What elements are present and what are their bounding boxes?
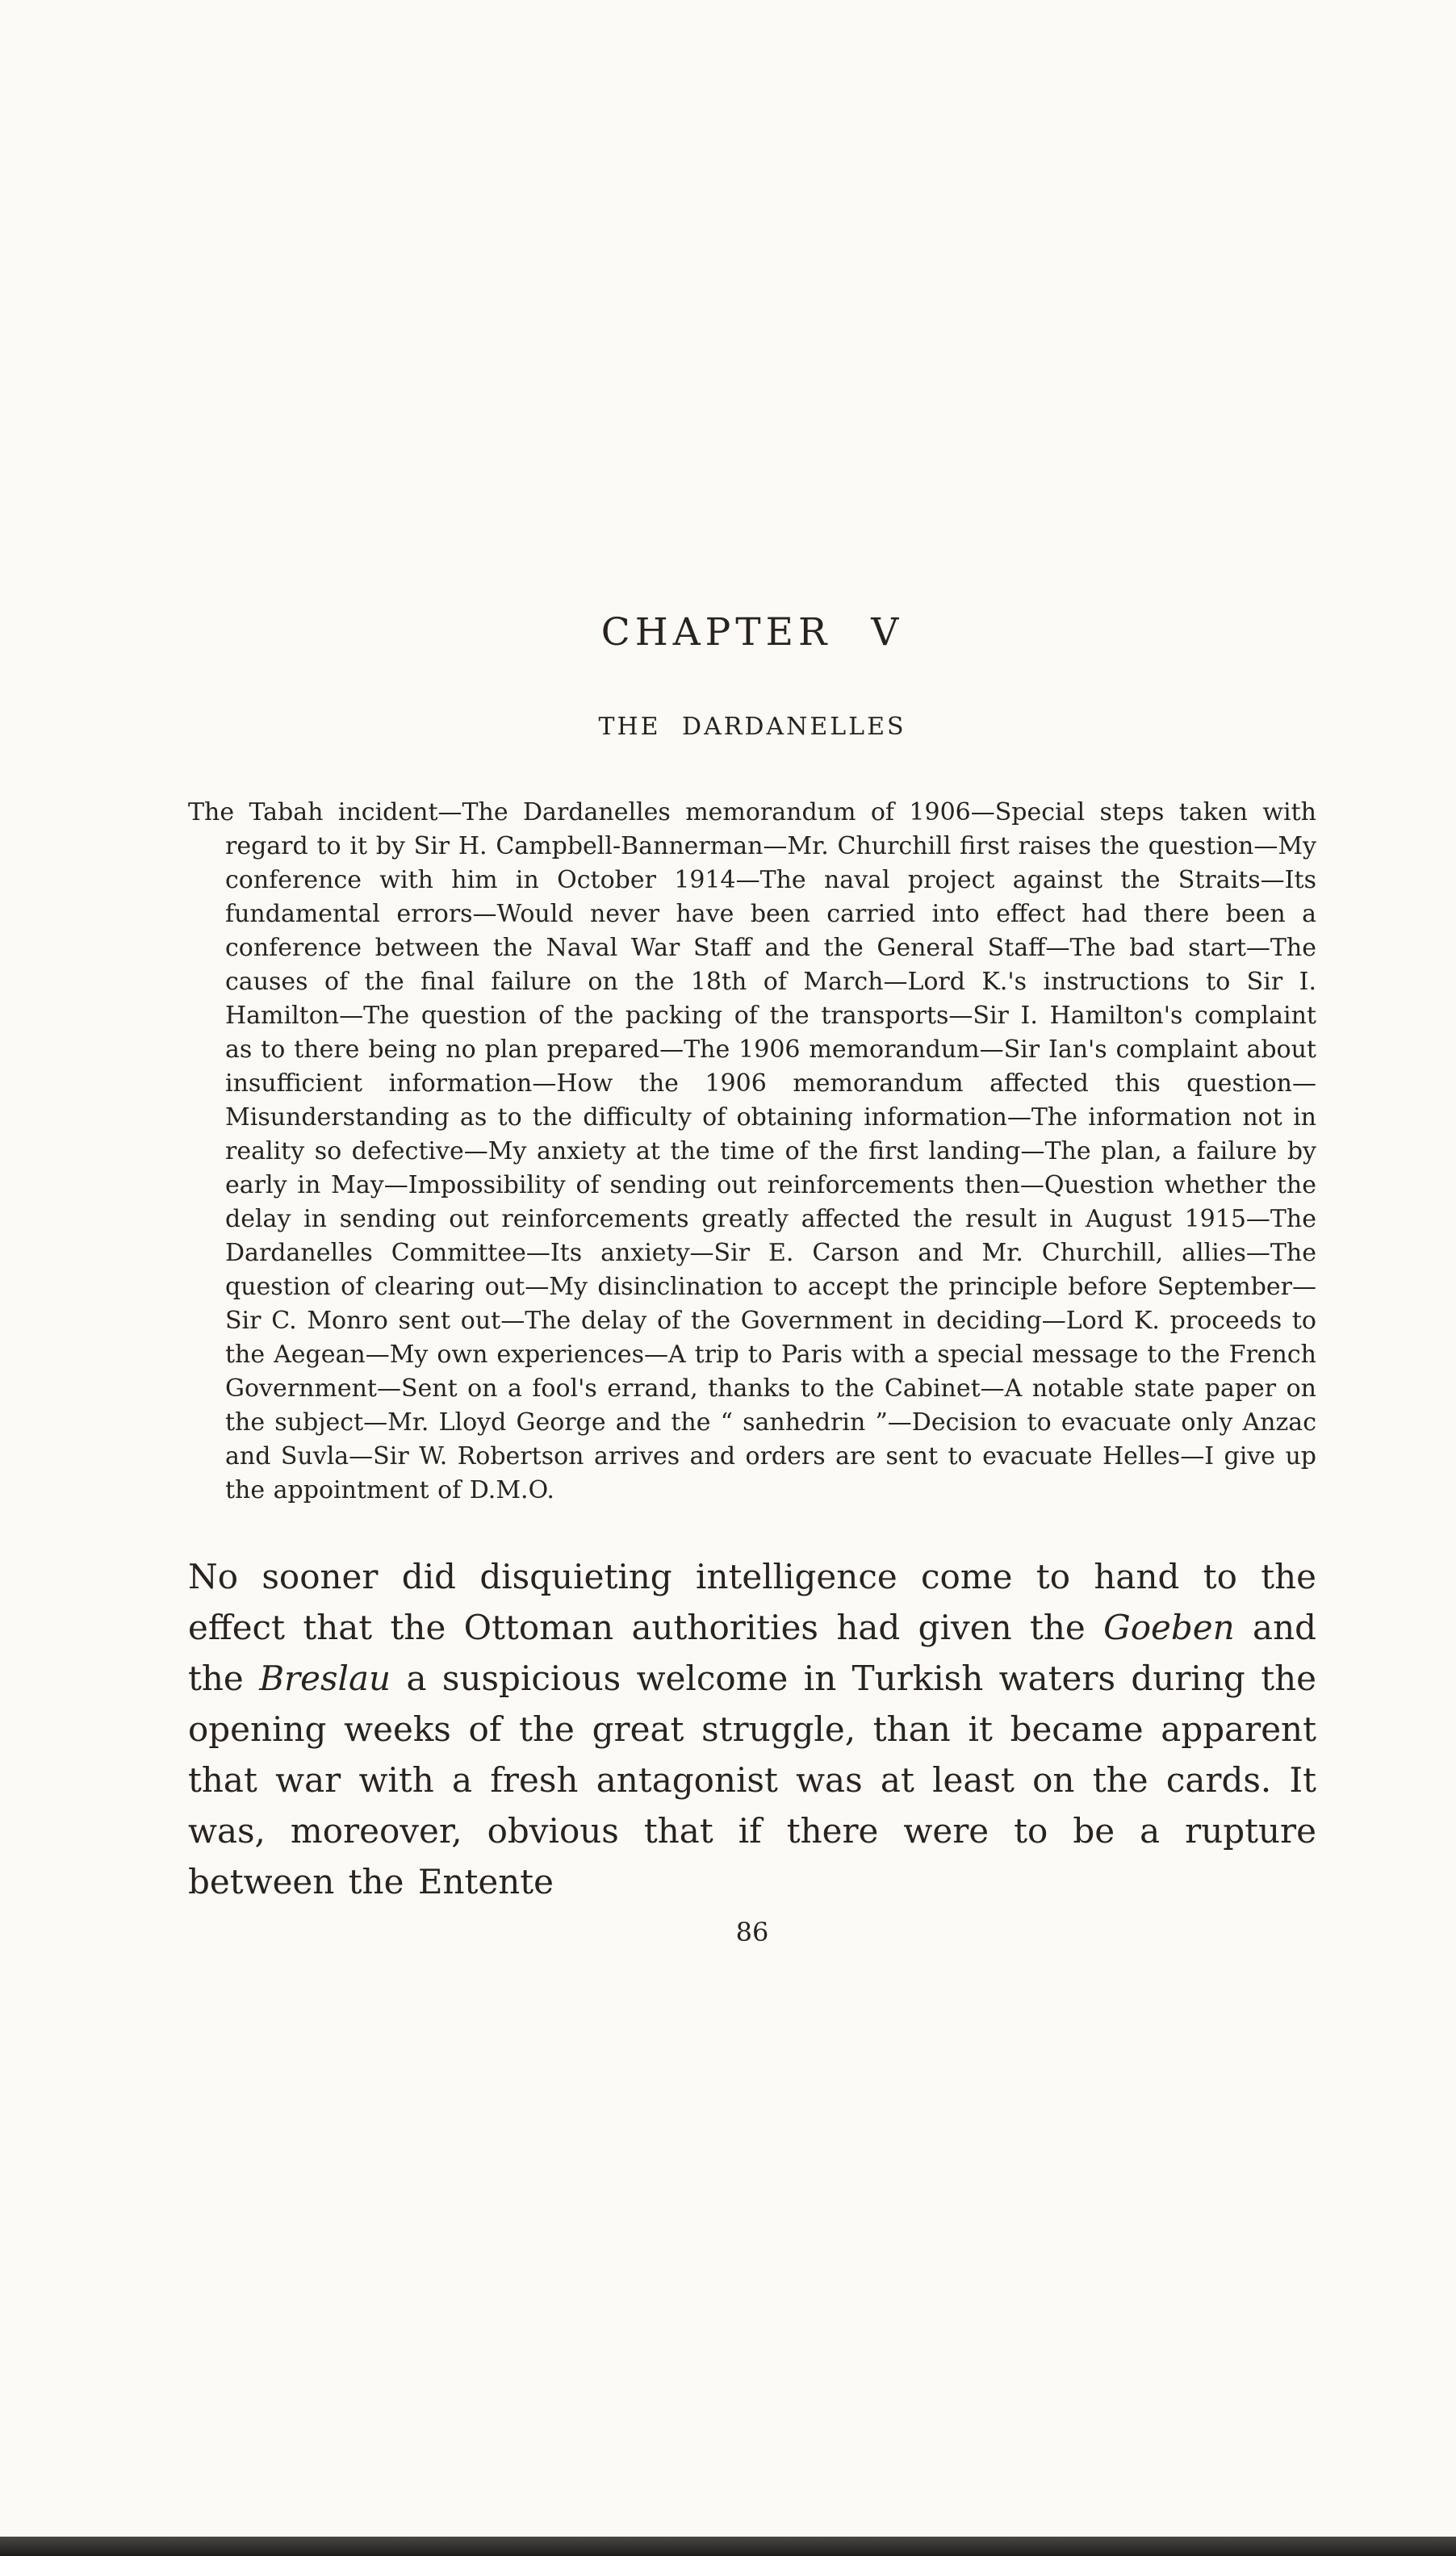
body-text-segment: and the xyxy=(188,1608,1316,1698)
section-title: THE DARDANELLES xyxy=(598,713,906,741)
chapter-title: CHAPTER V xyxy=(600,610,904,655)
body-text-segment: No sooner did disquieting intelligence come to hand to the effect that the Ottoman authorities had given the xyxy=(188,1557,1316,1647)
body-paragraph xyxy=(188,1551,1316,1907)
ship-name-breslau: Breslau xyxy=(259,1659,391,1698)
body-text-segment: a suspicious welcome in Turkish waters during the opening weeks of the great struggle, than it became apparent that war with a fresh antagonist was at least on the cards. It was, moreover, obvious that if there were to be a rupture between the Entente xyxy=(188,1659,1316,1901)
text-column xyxy=(188,0,1316,1947)
scan-edge-artifact xyxy=(0,2537,1456,2556)
page-number: 86 xyxy=(735,1917,769,1947)
ship-name-goeben: Goeben xyxy=(1103,1608,1235,1647)
chapter-summary: The Tabah incident—The Dardanelles memorandum of 1906—Special steps taken with regard to it by Sir H. Campbell-Bannerman—Mr. Churchill first raises the question—My conference with him in October 1914—The naval project against the Straits—Its fundamental errors—Would never have been carried into effect had there been a conference between the Naval War Staff and the General Staff—The bad start—The causes of the final failure on the 18th of March—Lord K.'s instructions to Sir I. Hamilton—The question of the packing of the transports—Sir I. Hamilton's complaint as to there being no plan prepared—The 1906 memorandum—Sir Ian's complaint about insufficient information—How the 1906 memorandum affected this question—Misunderstanding as to the difficulty of obtaining information—The information not in reality so defective—My anxiety at the time of the first landing—The plan, a failure by early in May—Impossibility of sending out reinforcements then—Question whether the delay in sending out reinforcements greatly affected the result in August 1915—The Dardanelles Committee—Its anxiety—Sir E. Carson and Mr. Churchill, allies—The question of clearing out—My disinclination to accept the principle before September—Sir C. Monro sent out—The delay of the Government in deciding—Lord K. proceeds to the Aegean—My own experiences—A trip to Paris with a special message to the French Government—Sent on a fool's errand, thanks to the Cabinet—A notable state paper on the subject—Mr. Lloyd George and the “ sanhedrin ”—Decision to evacuate only Anzac and Suvla—Sir W. Robertson arrives and orders are sent to evacuate Helles—I give up the appointment of D.M.O. xyxy=(188,798,1316,1504)
